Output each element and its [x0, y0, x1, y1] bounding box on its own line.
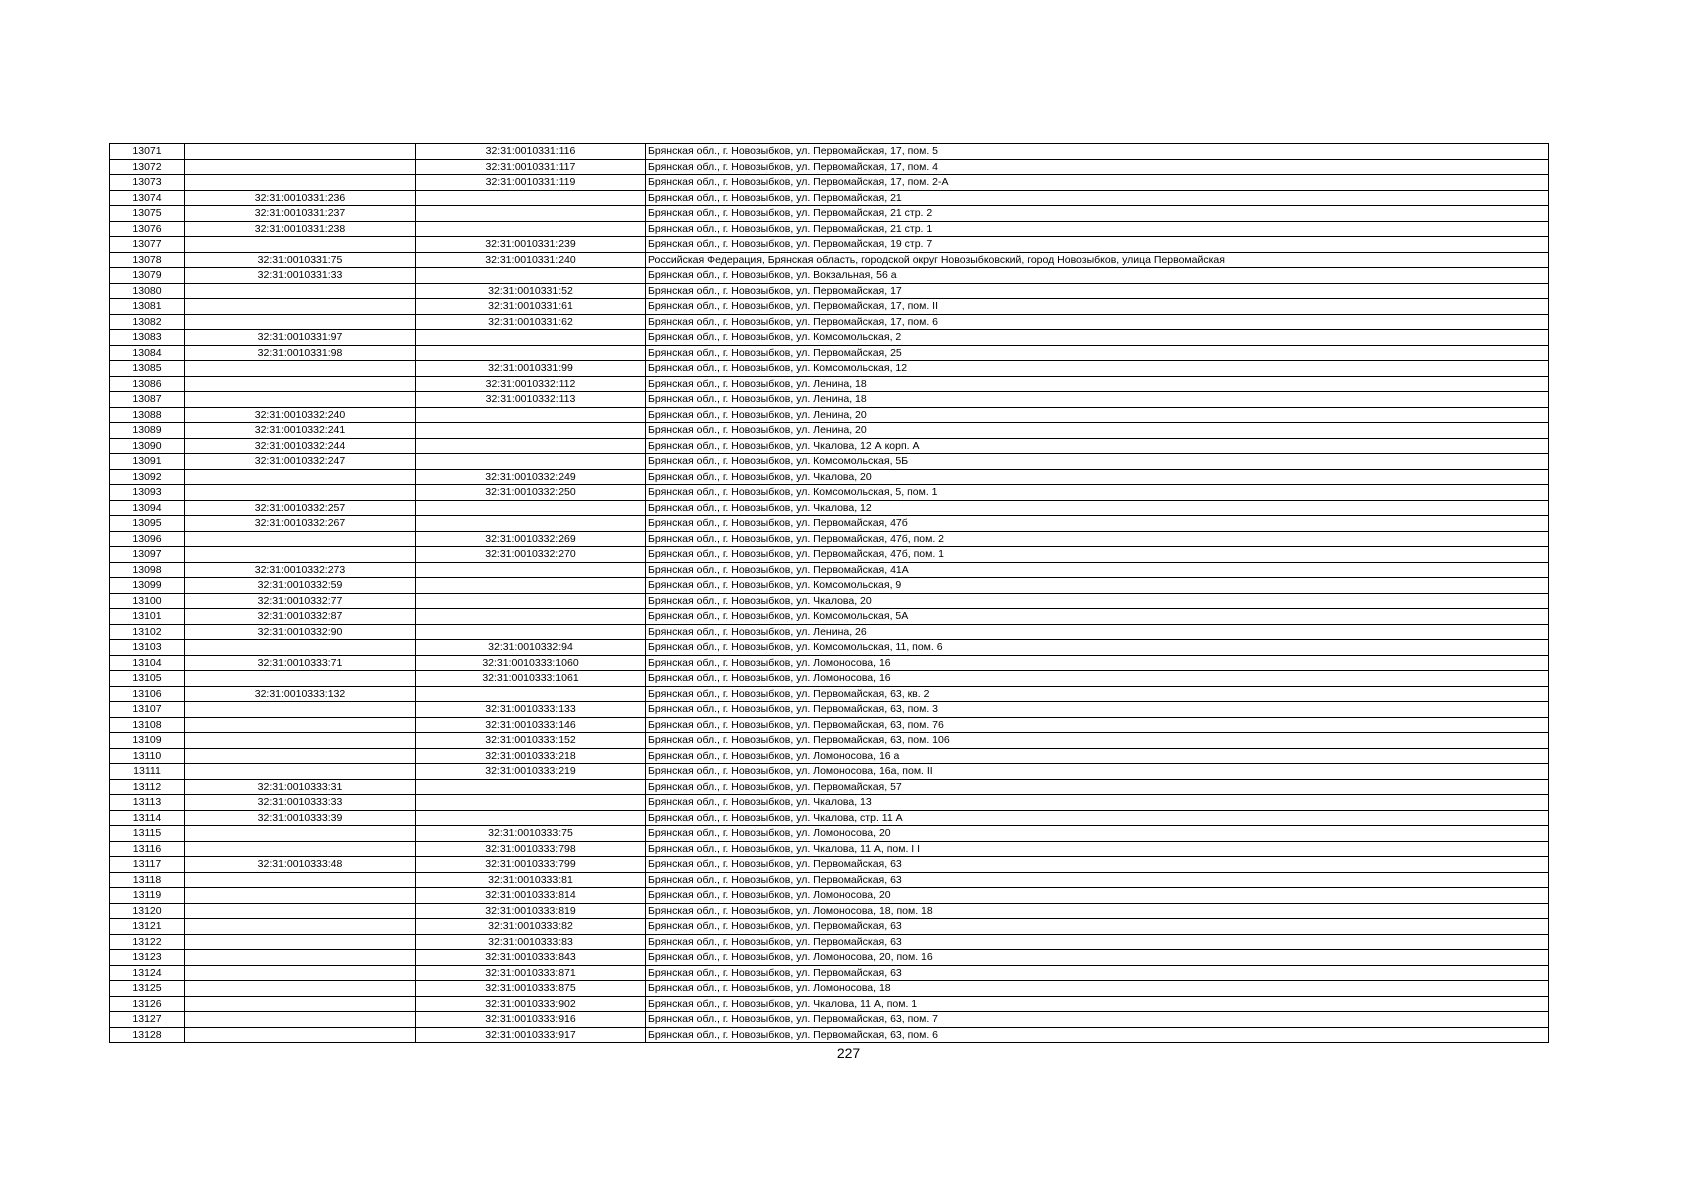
land-cadastral-cell [185, 996, 416, 1012]
building-cadastral-cell: 32:31:0010331:239 [416, 237, 646, 253]
row-number-cell: 13079 [110, 268, 185, 284]
building-cadastral-cell [416, 330, 646, 346]
address-cell: Брянская обл., г. Новозыбков, ул. Первомайская, 21 стр. 1 [646, 221, 1549, 237]
land-cadastral-cell [185, 485, 416, 501]
table-row [110, 547, 1549, 563]
building-cadastral-cell: 32:31:0010333:819 [416, 903, 646, 919]
row-number-cell: 13110 [110, 748, 185, 764]
building-cadastral-cell: 32:31:0010331:116 [416, 144, 646, 160]
row-number-cell: 13082 [110, 314, 185, 330]
table-row [110, 795, 1549, 811]
building-cadastral-cell: 32:31:0010331:240 [416, 252, 646, 268]
land-cadastral-cell [185, 717, 416, 733]
address-cell: Брянская обл., г. Новозыбков, ул. Первомайская, 17, пом. 6 [646, 314, 1549, 330]
address-cell: Брянская обл., г. Новозыбков, ул. Первомайская, 17, пом. 5 [646, 144, 1549, 160]
row-number-cell: 13085 [110, 361, 185, 377]
table-row [110, 996, 1549, 1012]
records-table [109, 143, 1549, 1043]
row-number-cell: 13098 [110, 562, 185, 578]
building-cadastral-cell [416, 686, 646, 702]
table-row [110, 516, 1549, 532]
building-cadastral-cell: 32:31:0010333:218 [416, 748, 646, 764]
building-cadastral-cell [416, 779, 646, 795]
land-cadastral-cell [185, 531, 416, 547]
row-number-cell: 13074 [110, 190, 185, 206]
row-number-cell: 13124 [110, 965, 185, 981]
building-cadastral-cell [416, 593, 646, 609]
address-cell: Брянская обл., г. Новозыбков, ул. Первомайская, 63 [646, 919, 1549, 935]
land-cadastral-cell [185, 981, 416, 997]
building-cadastral-cell: 32:31:0010332:94 [416, 640, 646, 656]
building-cadastral-cell: 32:31:0010333:133 [416, 702, 646, 718]
land-cadastral-cell: 32:31:0010331:75 [185, 252, 416, 268]
land-cadastral-cell [185, 159, 416, 175]
building-cadastral-cell: 32:31:0010333:82 [416, 919, 646, 935]
address-cell: Брянская обл., г. Новозыбков, ул. Ломоносова, 16 а [646, 748, 1549, 764]
table-row [110, 330, 1549, 346]
address-cell: Брянская обл., г. Новозыбков, ул. Ленина, 18 [646, 376, 1549, 392]
table-row [110, 438, 1549, 454]
table-row [110, 779, 1549, 795]
building-cadastral-cell: 32:31:0010333:798 [416, 841, 646, 857]
address-cell: Брянская обл., г. Новозыбков, ул. Ломоносова, 20 [646, 888, 1549, 904]
table-row [110, 268, 1549, 284]
land-cadastral-cell: 32:31:0010332:267 [185, 516, 416, 532]
row-number-cell: 13112 [110, 779, 185, 795]
row-number-cell: 13087 [110, 392, 185, 408]
building-cadastral-cell: 32:31:0010333:917 [416, 1027, 646, 1043]
building-cadastral-cell [416, 438, 646, 454]
address-cell: Брянская обл., г. Новозыбков, ул. Чкалова, 20 [646, 469, 1549, 485]
land-cadastral-cell [185, 1012, 416, 1028]
building-cadastral-cell: 32:31:0010333:146 [416, 717, 646, 733]
building-cadastral-cell [416, 190, 646, 206]
table-row [110, 841, 1549, 857]
building-cadastral-cell: 32:31:0010332:269 [416, 531, 646, 547]
building-cadastral-cell: 32:31:0010332:112 [416, 376, 646, 392]
row-number-cell: 13117 [110, 857, 185, 873]
row-number-cell: 13111 [110, 764, 185, 780]
land-cadastral-cell: 32:31:0010331:238 [185, 221, 416, 237]
row-number-cell: 13116 [110, 841, 185, 857]
building-cadastral-cell: 32:31:0010333:83 [416, 934, 646, 950]
row-number-cell: 13115 [110, 826, 185, 842]
address-cell: Брянская обл., г. Новозыбков, ул. Первомайская, 17, пом. 2-А [646, 175, 1549, 191]
row-number-cell: 13114 [110, 810, 185, 826]
row-number-cell: 13080 [110, 283, 185, 299]
row-number-cell: 13104 [110, 655, 185, 671]
table-row [110, 299, 1549, 315]
address-cell: Брянская обл., г. Новозыбков, ул. Первомайская, 21 стр. 2 [646, 206, 1549, 222]
land-cadastral-cell: 32:31:0010331:97 [185, 330, 416, 346]
building-cadastral-cell: 32:31:0010333:902 [416, 996, 646, 1012]
address-cell: Брянская обл., г. Новозыбков, ул. Первомайская, 63, пом. 3 [646, 702, 1549, 718]
table-row [110, 593, 1549, 609]
row-number-cell: 13119 [110, 888, 185, 904]
building-cadastral-cell [416, 795, 646, 811]
table-row [110, 283, 1549, 299]
land-cadastral-cell: 32:31:0010332:87 [185, 609, 416, 625]
table-row [110, 624, 1549, 640]
land-cadastral-cell [185, 314, 416, 330]
building-cadastral-cell: 32:31:0010333:875 [416, 981, 646, 997]
table-row [110, 981, 1549, 997]
address-cell: Брянская обл., г. Новозыбков, ул. Первомайская, 17, пом. II [646, 299, 1549, 315]
land-cadastral-cell: 32:31:0010333:33 [185, 795, 416, 811]
table-row [110, 454, 1549, 470]
land-cadastral-cell: 32:31:0010333:31 [185, 779, 416, 795]
address-cell: Брянская обл., г. Новозыбков, ул. Ломоносова, 20, пом. 16 [646, 950, 1549, 966]
row-number-cell: 13107 [110, 702, 185, 718]
row-number-cell: 13090 [110, 438, 185, 454]
table-row [110, 717, 1549, 733]
table-row [110, 1027, 1549, 1043]
table-row [110, 221, 1549, 237]
land-cadastral-cell: 32:31:0010332:77 [185, 593, 416, 609]
building-cadastral-cell: 32:31:0010333:843 [416, 950, 646, 966]
building-cadastral-cell [416, 562, 646, 578]
address-cell: Брянская обл., г. Новозыбков, ул. Ломоносова, 16а, пом. II [646, 764, 1549, 780]
table-row [110, 314, 1549, 330]
table-row [110, 826, 1549, 842]
land-cadastral-cell [185, 299, 416, 315]
building-cadastral-cell: 32:31:0010332:113 [416, 392, 646, 408]
row-number-cell: 13118 [110, 872, 185, 888]
building-cadastral-cell: 32:31:0010333:1060 [416, 655, 646, 671]
address-cell: Брянская обл., г. Новозыбков, ул. Первомайская, 47б, пом. 1 [646, 547, 1549, 563]
table-row [110, 376, 1549, 392]
table-row [110, 733, 1549, 749]
address-cell: Брянская обл., г. Новозыбков, ул. Чкалова, 13 [646, 795, 1549, 811]
table-row [110, 237, 1549, 253]
row-number-cell: 13077 [110, 237, 185, 253]
land-cadastral-cell [185, 376, 416, 392]
address-cell: Брянская обл., г. Новозыбков, ул. Чкалова, стр. 11 А [646, 810, 1549, 826]
address-cell: Брянская обл., г. Новозыбков, ул. Первомайская, 63 [646, 872, 1549, 888]
building-cadastral-cell: 32:31:0010332:250 [416, 485, 646, 501]
table-row [110, 469, 1549, 485]
land-cadastral-cell: 32:31:0010332:247 [185, 454, 416, 470]
table-row [110, 423, 1549, 439]
table-row [110, 671, 1549, 687]
building-cadastral-cell [416, 407, 646, 423]
land-cadastral-cell [185, 903, 416, 919]
land-cadastral-cell: 32:31:0010333:48 [185, 857, 416, 873]
address-cell: Брянская обл., г. Новозыбков, ул. Первомайская, 21 [646, 190, 1549, 206]
row-number-cell: 13086 [110, 376, 185, 392]
row-number-cell: 13109 [110, 733, 185, 749]
address-cell: Брянская обл., г. Новозыбков, ул. Чкалова, 11 А, пом. 1 [646, 996, 1549, 1012]
land-cadastral-cell: 32:31:0010331:236 [185, 190, 416, 206]
land-cadastral-cell [185, 872, 416, 888]
table-row [110, 500, 1549, 516]
land-cadastral-cell: 32:31:0010332:240 [185, 407, 416, 423]
table-row [110, 655, 1549, 671]
building-cadastral-cell [416, 454, 646, 470]
address-cell: Брянская обл., г. Новозыбков, ул. Комсомольская, 5Б [646, 454, 1549, 470]
row-number-cell: 13076 [110, 221, 185, 237]
records-table-body [110, 144, 1549, 1043]
table-row [110, 965, 1549, 981]
table-row [110, 159, 1549, 175]
row-number-cell: 13097 [110, 547, 185, 563]
building-cadastral-cell: 32:31:0010333:152 [416, 733, 646, 749]
address-cell: Брянская обл., г. Новозыбков, ул. Чкалова, 20 [646, 593, 1549, 609]
row-number-cell: 13089 [110, 423, 185, 439]
address-cell: Брянская обл., г. Новозыбков, ул. Первомайская, 25 [646, 345, 1549, 361]
land-cadastral-cell [185, 671, 416, 687]
row-number-cell: 13103 [110, 640, 185, 656]
row-number-cell: 13127 [110, 1012, 185, 1028]
table-row [110, 190, 1549, 206]
row-number-cell: 13084 [110, 345, 185, 361]
address-cell: Брянская обл., г. Новозыбков, ул. Комсомольская, 9 [646, 578, 1549, 594]
building-cadastral-cell: 32:31:0010331:117 [416, 159, 646, 175]
address-cell: Брянская обл., г. Новозыбков, ул. Первомайская, 63, пом. 76 [646, 717, 1549, 733]
address-cell: Брянская обл., г. Новозыбков, ул. Первомайская, 63, пом. 106 [646, 733, 1549, 749]
address-cell: Брянская обл., г. Новозыбков, ул. Комсомольская, 5, пом. 1 [646, 485, 1549, 501]
building-cadastral-cell [416, 516, 646, 532]
row-number-cell: 13126 [110, 996, 185, 1012]
land-cadastral-cell: 32:31:0010331:237 [185, 206, 416, 222]
building-cadastral-cell [416, 624, 646, 640]
row-number-cell: 13128 [110, 1027, 185, 1043]
building-cadastral-cell: 32:31:0010333:1061 [416, 671, 646, 687]
building-cadastral-cell: 32:31:0010331:61 [416, 299, 646, 315]
address-cell: Брянская обл., г. Новозыбков, ул. Первомайская, 63 [646, 934, 1549, 950]
address-cell: Брянская обл., г. Новозыбков, ул. Ломоносова, 18, пом. 18 [646, 903, 1549, 919]
address-cell: Российская Федерация, Брянская область, городской округ Новозыбковский, город Новозыбков, улица Первомайская [646, 252, 1549, 268]
table-row [110, 175, 1549, 191]
table-row [110, 485, 1549, 501]
building-cadastral-cell: 32:31:0010333:814 [416, 888, 646, 904]
address-cell: Брянская обл., г. Новозыбков, ул. Комсомольская, 11, пом. 6 [646, 640, 1549, 656]
table-row [110, 407, 1549, 423]
row-number-cell: 13101 [110, 609, 185, 625]
address-cell: Брянская обл., г. Новозыбков, ул. Первомайская, 63, кв. 2 [646, 686, 1549, 702]
row-number-cell: 13099 [110, 578, 185, 594]
building-cadastral-cell [416, 423, 646, 439]
address-cell: Брянская обл., г. Новозыбков, ул. Первомайская, 63, пом. 6 [646, 1027, 1549, 1043]
table-row [110, 206, 1549, 222]
land-cadastral-cell: 32:31:0010332:244 [185, 438, 416, 454]
row-number-cell: 13091 [110, 454, 185, 470]
row-number-cell: 13123 [110, 950, 185, 966]
land-cadastral-cell [185, 888, 416, 904]
land-cadastral-cell [185, 934, 416, 950]
building-cadastral-cell: 32:31:0010332:270 [416, 547, 646, 563]
land-cadastral-cell [185, 733, 416, 749]
address-cell: Брянская обл., г. Новозыбков, ул. Первомайская, 63, пом. 7 [646, 1012, 1549, 1028]
address-cell: Брянская обл., г. Новозыбков, ул. Ломоносова, 16 [646, 671, 1549, 687]
table-row [110, 934, 1549, 950]
building-cadastral-cell: 32:31:0010331:52 [416, 283, 646, 299]
address-cell: Брянская обл., г. Новозыбков, ул. Ленина, 26 [646, 624, 1549, 640]
table-row [110, 345, 1549, 361]
land-cadastral-cell [185, 392, 416, 408]
address-cell: Брянская обл., г. Новозыбков, ул. Первомайская, 47б, пом. 2 [646, 531, 1549, 547]
row-number-cell: 13120 [110, 903, 185, 919]
building-cadastral-cell: 32:31:0010333:81 [416, 872, 646, 888]
row-number-cell: 13093 [110, 485, 185, 501]
table-row [110, 531, 1549, 547]
building-cadastral-cell: 32:31:0010333:799 [416, 857, 646, 873]
address-cell: Брянская обл., г. Новозыбков, ул. Комсомольская, 2 [646, 330, 1549, 346]
land-cadastral-cell [185, 361, 416, 377]
land-cadastral-cell: 32:31:0010333:132 [185, 686, 416, 702]
table-row [110, 144, 1549, 160]
table-row [110, 1012, 1549, 1028]
table-row [110, 702, 1549, 718]
building-cadastral-cell [416, 268, 646, 284]
table-row [110, 872, 1549, 888]
row-number-cell: 13108 [110, 717, 185, 733]
row-number-cell: 13083 [110, 330, 185, 346]
land-cadastral-cell [185, 283, 416, 299]
table-row [110, 609, 1549, 625]
land-cadastral-cell: 32:31:0010332:90 [185, 624, 416, 640]
building-cadastral-cell: 32:31:0010333:219 [416, 764, 646, 780]
row-number-cell: 13075 [110, 206, 185, 222]
row-number-cell: 13073 [110, 175, 185, 191]
row-number-cell: 13106 [110, 686, 185, 702]
address-cell: Брянская обл., г. Новозыбков, ул. Чкалова, 11 А, пом. I I [646, 841, 1549, 857]
address-cell: Брянская обл., г. Новозыбков, ул. Ленина, 18 [646, 392, 1549, 408]
address-cell: Брянская обл., г. Новозыбков, ул. Первомайская, 57 [646, 779, 1549, 795]
row-number-cell: 13100 [110, 593, 185, 609]
building-cadastral-cell: 32:31:0010333:916 [416, 1012, 646, 1028]
building-cadastral-cell [416, 221, 646, 237]
row-number-cell: 13121 [110, 919, 185, 935]
address-cell: Брянская обл., г. Новозыбков, ул. Чкалова, 12 [646, 500, 1549, 516]
row-number-cell: 13113 [110, 795, 185, 811]
row-number-cell: 13122 [110, 934, 185, 950]
table-row [110, 562, 1549, 578]
land-cadastral-cell [185, 1027, 416, 1043]
building-cadastral-cell: 32:31:0010333:871 [416, 965, 646, 981]
row-number-cell: 13071 [110, 144, 185, 160]
page-number: 227 [836, 1045, 861, 1061]
land-cadastral-cell [185, 547, 416, 563]
building-cadastral-cell [416, 206, 646, 222]
row-number-cell: 13094 [110, 500, 185, 516]
table-row [110, 810, 1549, 826]
table-row [110, 392, 1549, 408]
address-cell: Брянская обл., г. Новозыбков, ул. Первомайская, 19 стр. 7 [646, 237, 1549, 253]
land-cadastral-cell: 32:31:0010333:39 [185, 810, 416, 826]
row-number-cell: 13102 [110, 624, 185, 640]
address-cell: Брянская обл., г. Новозыбков, ул. Первомайская, 47б [646, 516, 1549, 532]
address-cell: Брянская обл., г. Новозыбков, ул. Ломоносова, 20 [646, 826, 1549, 842]
land-cadastral-cell: 32:31:0010333:71 [185, 655, 416, 671]
building-cadastral-cell: 32:31:0010331:62 [416, 314, 646, 330]
land-cadastral-cell [185, 919, 416, 935]
row-number-cell: 13072 [110, 159, 185, 175]
address-cell: Брянская обл., г. Новозыбков, ул. Комсомольская, 12 [646, 361, 1549, 377]
address-cell: Брянская обл., г. Новозыбков, ул. Чкалова, 12 А корп. А [646, 438, 1549, 454]
table-row [110, 748, 1549, 764]
building-cadastral-cell: 32:31:0010331:99 [416, 361, 646, 377]
land-cadastral-cell: 32:31:0010332:273 [185, 562, 416, 578]
address-cell: Брянская обл., г. Новозыбков, ул. Первомайская, 63 [646, 857, 1549, 873]
address-cell: Брянская обл., г. Новозыбков, ул. Первомайская, 17 [646, 283, 1549, 299]
row-number-cell: 13096 [110, 531, 185, 547]
row-number-cell: 13105 [110, 671, 185, 687]
table-row [110, 686, 1549, 702]
address-cell: Брянская обл., г. Новозыбков, ул. Вокзальная, 56 а [646, 268, 1549, 284]
table-row [110, 640, 1549, 656]
address-cell: Брянская обл., г. Новозыбков, ул. Первомайская, 41А [646, 562, 1549, 578]
row-number-cell: 13088 [110, 407, 185, 423]
building-cadastral-cell: 32:31:0010331:119 [416, 175, 646, 191]
land-cadastral-cell [185, 826, 416, 842]
building-cadastral-cell [416, 609, 646, 625]
building-cadastral-cell [416, 578, 646, 594]
table-row [110, 578, 1549, 594]
table-row [110, 764, 1549, 780]
row-number-cell: 13081 [110, 299, 185, 315]
address-cell: Брянская обл., г. Новозыбков, ул. Ленина, 20 [646, 407, 1549, 423]
land-cadastral-cell [185, 702, 416, 718]
table-row [110, 361, 1549, 377]
land-cadastral-cell [185, 764, 416, 780]
land-cadastral-cell: 32:31:0010331:33 [185, 268, 416, 284]
address-cell: Брянская обл., г. Новозыбков, ул. Ломоносова, 18 [646, 981, 1549, 997]
address-cell: Брянская обл., г. Новозыбков, ул. Первомайская, 63 [646, 965, 1549, 981]
address-cell: Брянская обл., г. Новозыбков, ул. Первомайская, 17, пом. 4 [646, 159, 1549, 175]
table-row [110, 903, 1549, 919]
land-cadastral-cell [185, 640, 416, 656]
land-cadastral-cell [185, 748, 416, 764]
building-cadastral-cell [416, 810, 646, 826]
land-cadastral-cell [185, 175, 416, 191]
land-cadastral-cell: 32:31:0010332:241 [185, 423, 416, 439]
table-row [110, 919, 1549, 935]
land-cadastral-cell [185, 469, 416, 485]
building-cadastral-cell [416, 500, 646, 516]
land-cadastral-cell: 32:31:0010331:98 [185, 345, 416, 361]
building-cadastral-cell [416, 345, 646, 361]
row-number-cell: 13125 [110, 981, 185, 997]
building-cadastral-cell: 32:31:0010332:249 [416, 469, 646, 485]
row-number-cell: 13078 [110, 252, 185, 268]
table-row [110, 857, 1549, 873]
land-cadastral-cell [185, 965, 416, 981]
address-cell: Брянская обл., г. Новозыбков, ул. Комсомольская, 5А [646, 609, 1549, 625]
land-cadastral-cell [185, 237, 416, 253]
land-cadastral-cell [185, 841, 416, 857]
address-cell: Брянская обл., г. Новозыбков, ул. Ломоносова, 16 [646, 655, 1549, 671]
row-number-cell: 13095 [110, 516, 185, 532]
address-cell: Брянская обл., г. Новозыбков, ул. Ленина, 20 [646, 423, 1549, 439]
row-number-cell: 13092 [110, 469, 185, 485]
land-cadastral-cell: 32:31:0010332:257 [185, 500, 416, 516]
table-row [110, 252, 1549, 268]
building-cadastral-cell: 32:31:0010333:75 [416, 826, 646, 842]
table-row [110, 950, 1549, 966]
land-cadastral-cell [185, 144, 416, 160]
land-cadastral-cell: 32:31:0010332:59 [185, 578, 416, 594]
land-cadastral-cell [185, 950, 416, 966]
table-row [110, 888, 1549, 904]
